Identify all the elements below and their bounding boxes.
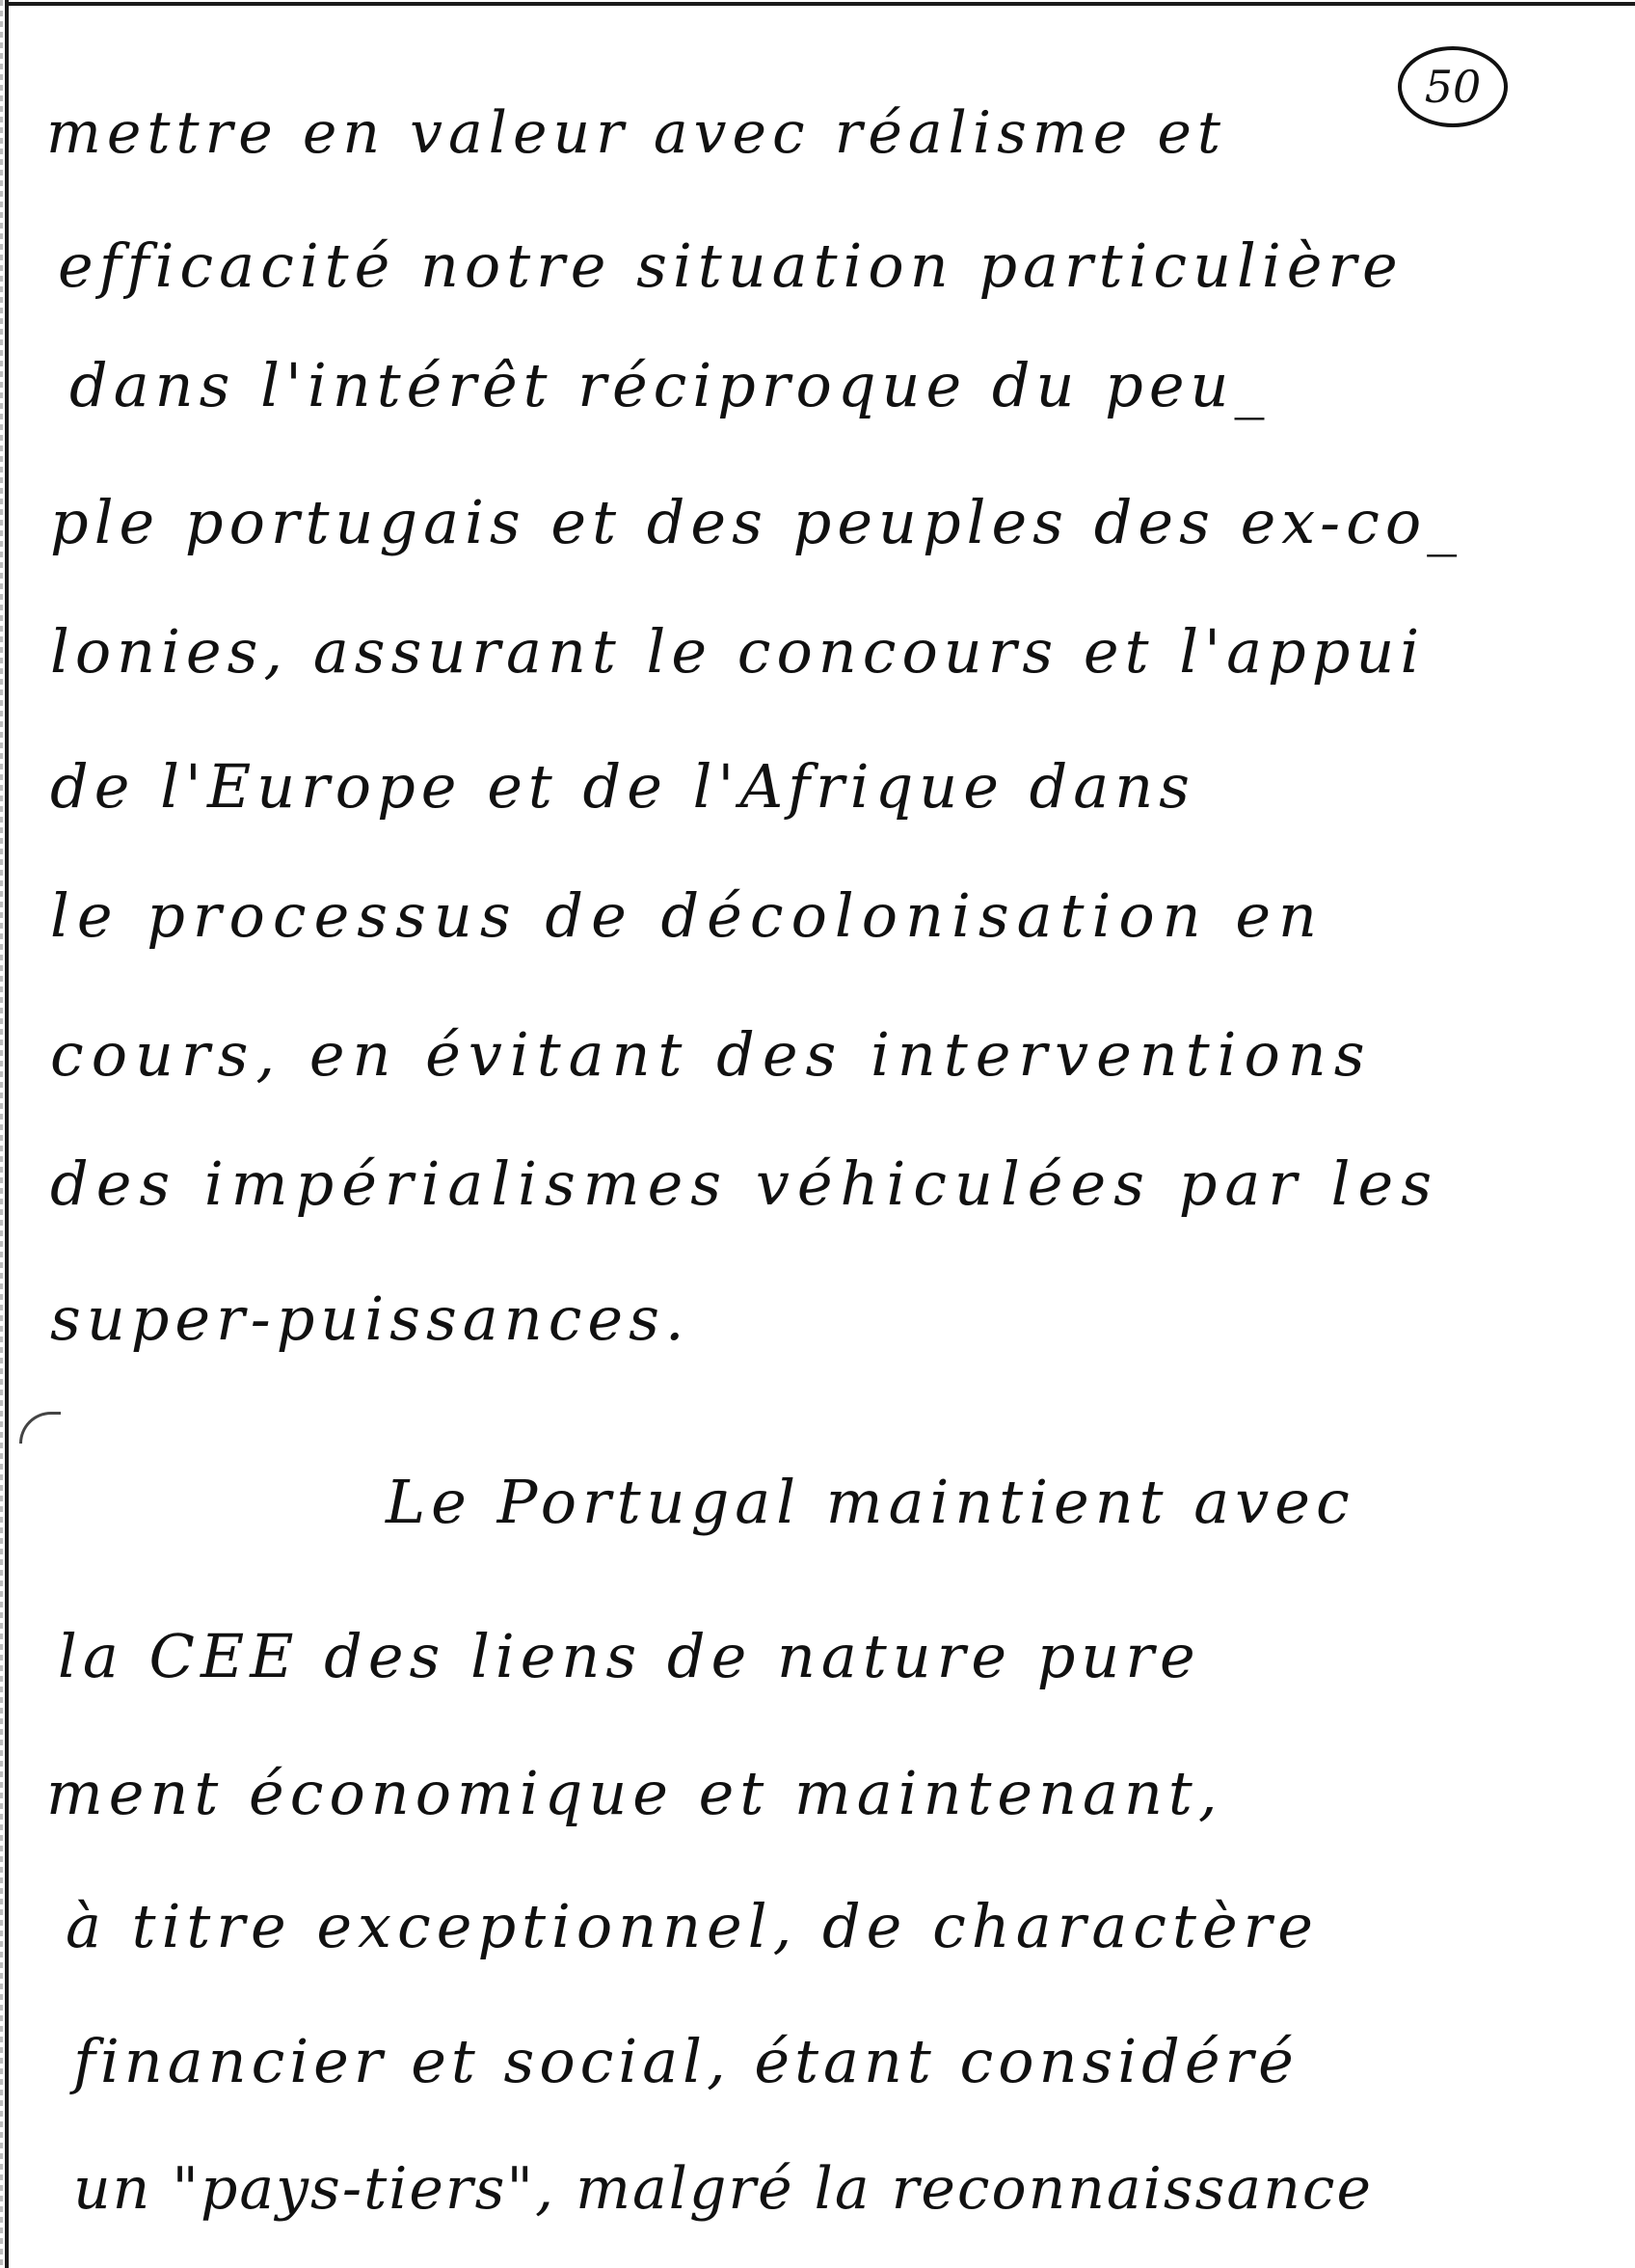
text-line: la CEE des liens de nature pure [58,1621,1201,1691]
text-line: à titre exceptionnel, de charactère [66,1891,1319,1961]
text-line: cours, en évitant des interventions [50,1019,1373,1090]
text-line: dans l'intérêt réciproque du peu_ [69,350,1271,420]
circled-page-number: 50 [1398,46,1508,127]
text-line: de l'Europe et de l'Afrique dans [50,751,1195,822]
text-line: financier et social, étant considéré [73,2026,1299,2096]
text-line: un "pays-tiers", malgré la reconnaissance [73,2155,1373,2223]
text-line: le processus de décolonisation en [50,880,1325,951]
text-line: lonies, assurant le concours et l'appui [50,616,1426,687]
text-line: ment économique et maintenant, [46,1758,1223,1828]
text-line: ple portugais et des peuples des ex-co_ [50,487,1463,557]
text-line: super-puissances. [50,1283,690,1354]
text-line: mettre en valeur avec réalisme et [46,99,1226,167]
text-line: efficacité notre situation particulière [58,230,1404,301]
text-line: des impérialismes véhiculées par les [50,1148,1440,1219]
paragraph-start-line: Le Portugal maintient avec [386,1467,1355,1537]
